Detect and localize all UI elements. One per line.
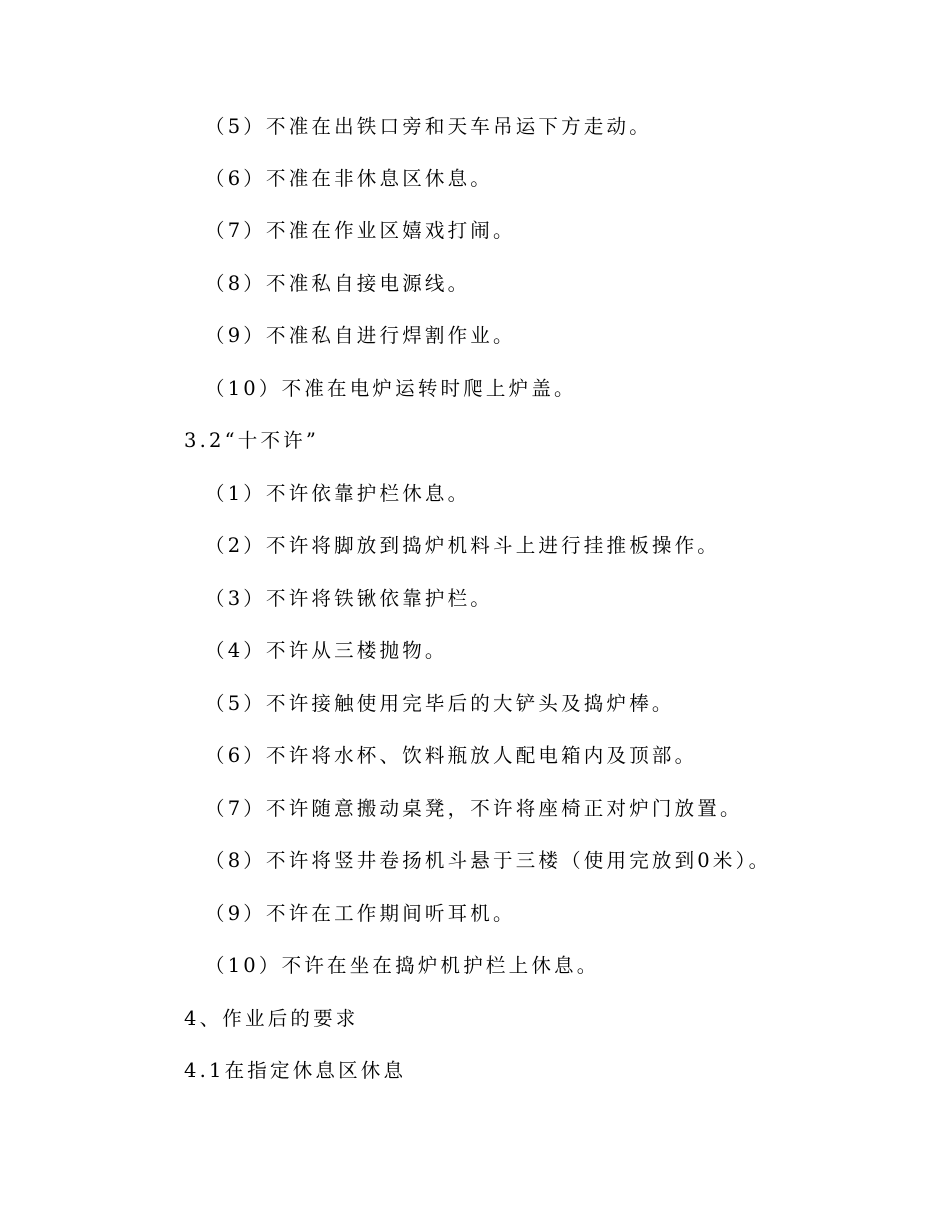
not-allowed-item-4: （4）不许从三楼抛物。 xyxy=(205,639,448,662)
not-allowed-item-9: （9）不许在工作期间听耳机。 xyxy=(205,902,516,925)
prohibition-item-6: （6）不准在非休息区休息。 xyxy=(205,167,494,190)
section-4-1-heading: 4.1在指定休息区休息 xyxy=(184,1059,407,1082)
prohibition-item-9: （9）不准私自进行焊割作业。 xyxy=(205,324,516,347)
prohibition-item-10: （10）不准在电炉运转时爬上炉盖。 xyxy=(205,377,577,400)
not-allowed-item-5: （5）不许接触使用完毕后的大铲头及捣炉棒。 xyxy=(205,692,675,715)
prohibition-item-8: （8）不准私自接电源线。 xyxy=(205,272,471,295)
not-allowed-item-8: （8）不许将竖井卷扬机斗悬于三楼（使用完放到0米）。 xyxy=(205,849,772,872)
not-allowed-item-2: （2）不许将脚放到捣炉机料斗上进行挂推板操作。 xyxy=(205,534,721,557)
section-4-heading: 4、作业后的要求 xyxy=(184,1007,359,1030)
prohibition-item-7: （7）不准在作业区嬉戏打闹。 xyxy=(205,219,516,242)
not-allowed-item-10: （10）不许在坐在捣炉机护栏上休息。 xyxy=(205,954,600,977)
not-allowed-item-3: （3）不许将铁锹依靠护栏。 xyxy=(205,587,494,610)
not-allowed-item-6: （6）不许将水杯、饮料瓶放人配电箱内及顶部。 xyxy=(205,744,698,767)
not-allowed-item-7: （7）不许随意搬动桌凳，不许将座椅正对炉门放置。 xyxy=(205,797,743,820)
section-3-2-heading: 3.2“十不许” xyxy=(184,429,320,452)
prohibition-item-5: （5）不准在出铁口旁和天车吊运下方走动。 xyxy=(205,115,652,138)
not-allowed-item-1: （1）不许依靠护栏休息。 xyxy=(205,482,471,505)
